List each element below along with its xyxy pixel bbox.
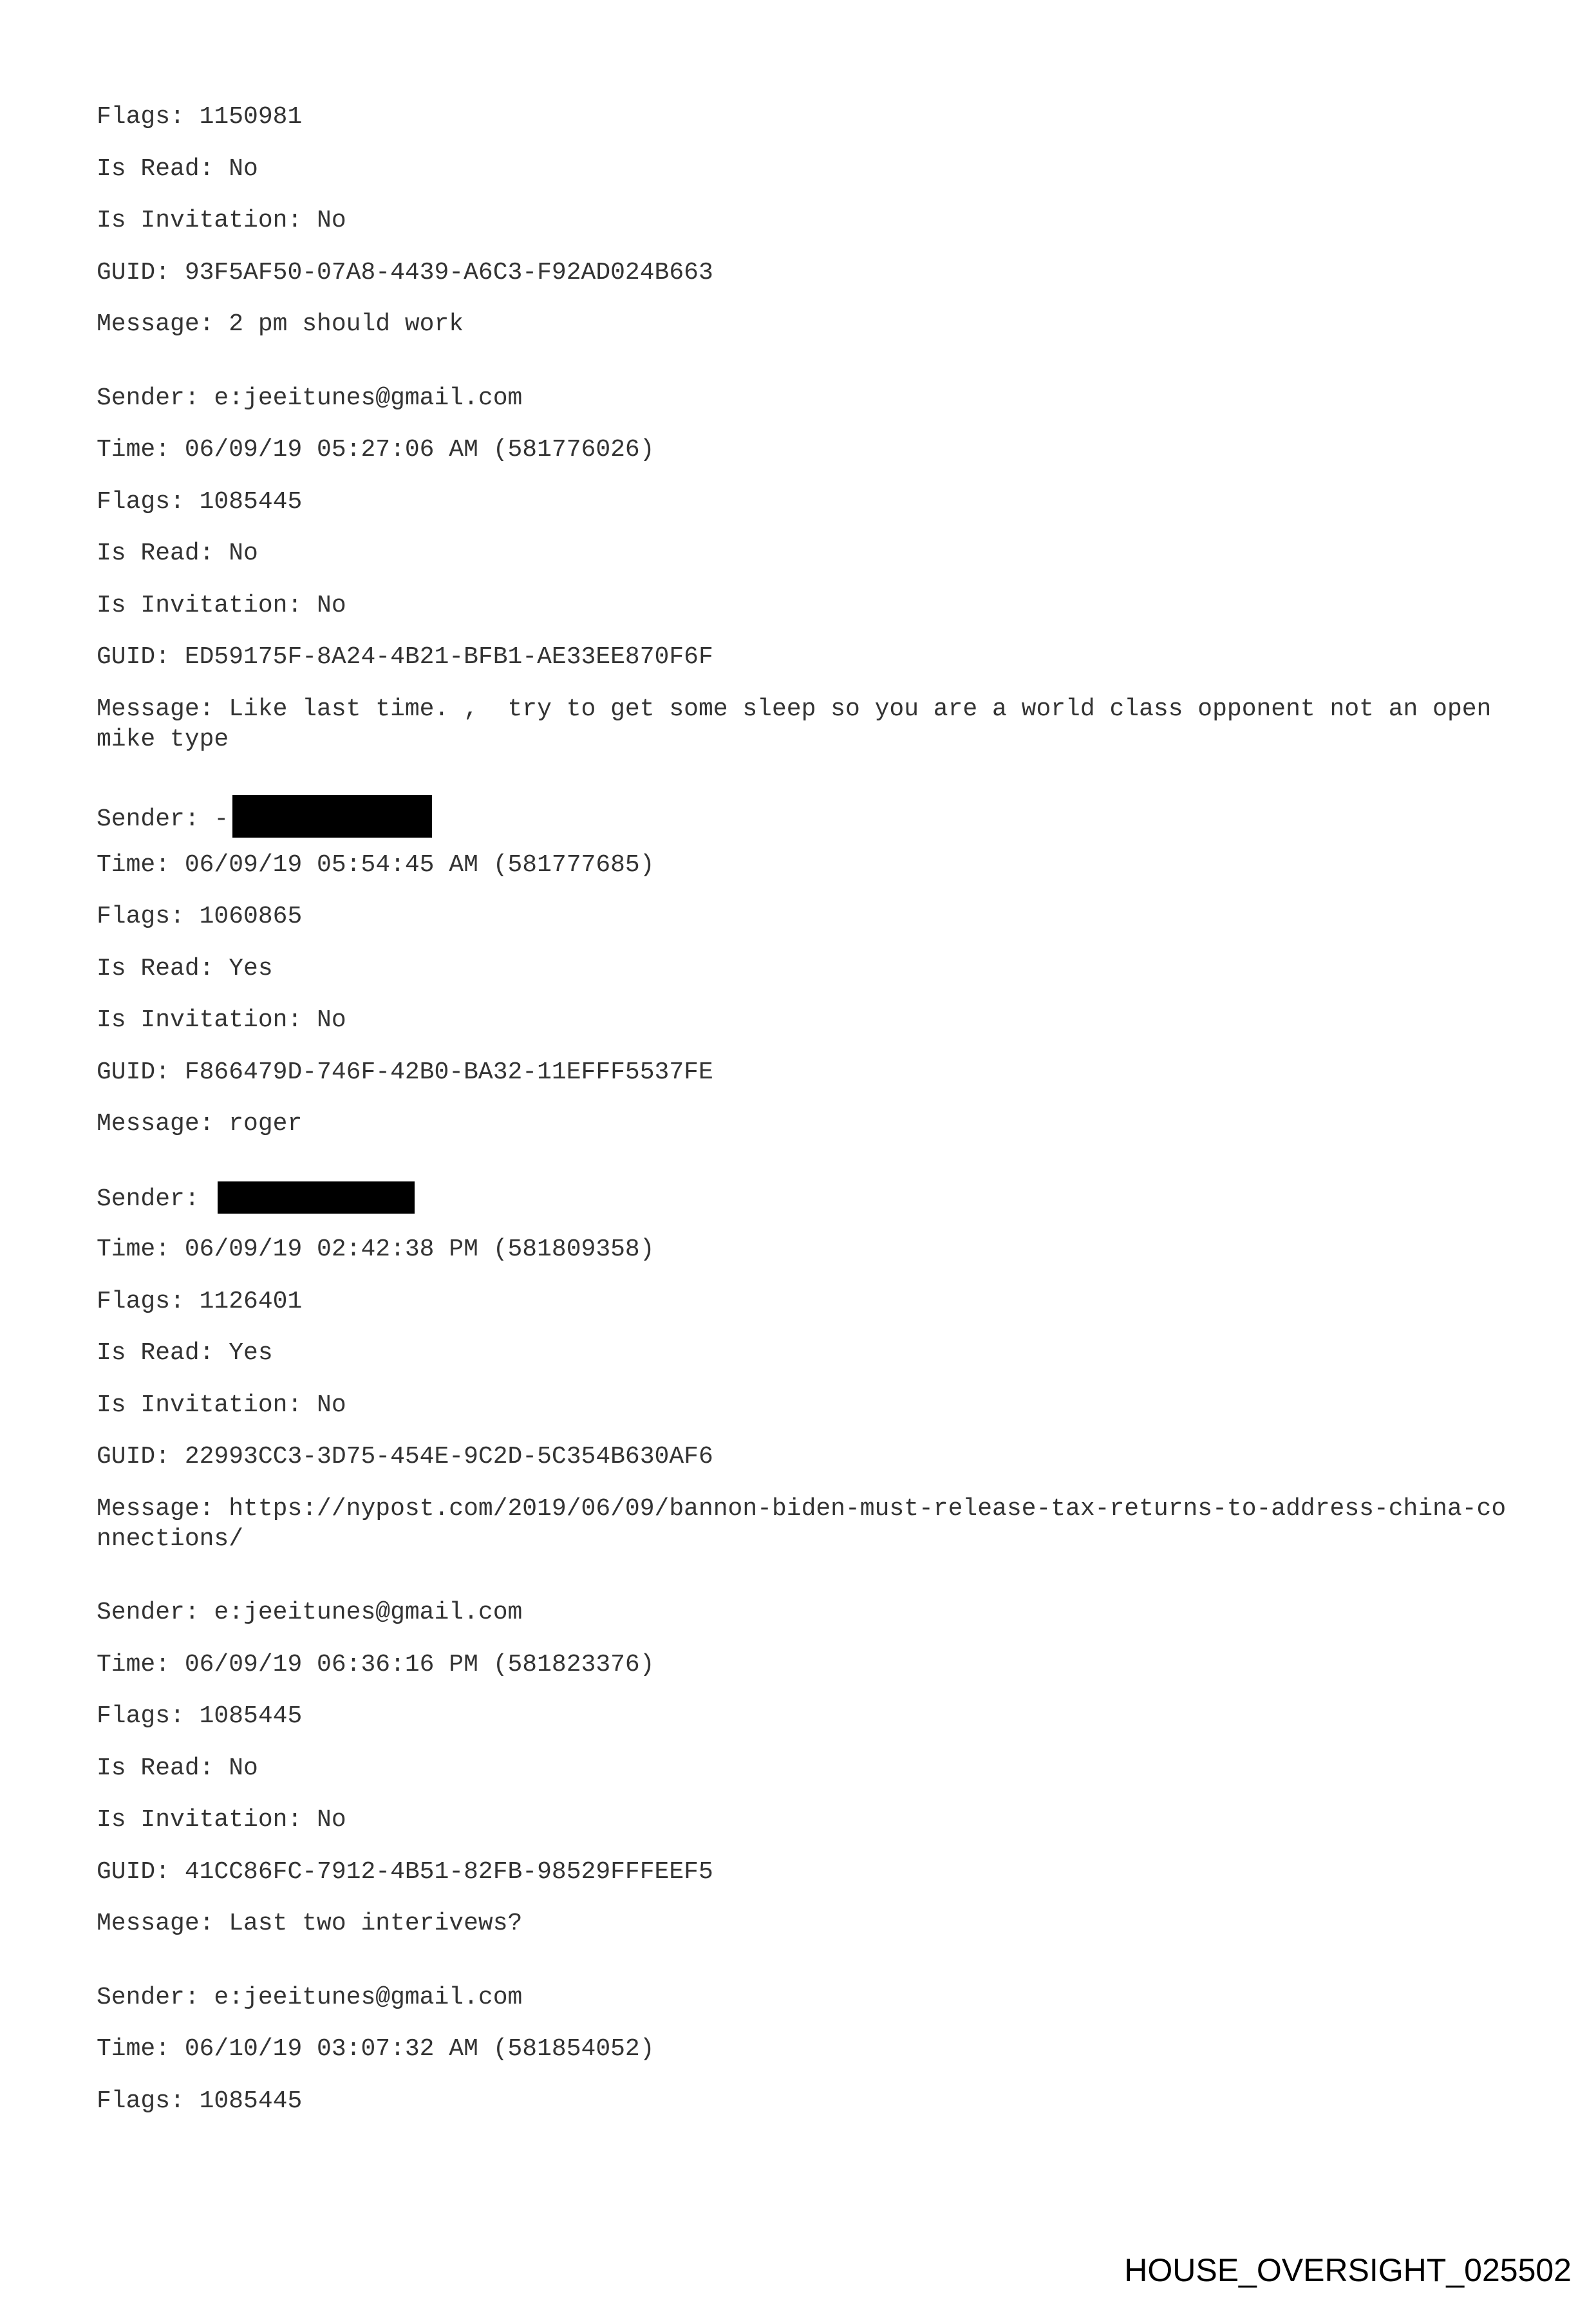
message-line: Message: https://nypost.com/2019/06/09/bannon-biden-must-release-tax-returns-to-address-china-connections/ <box>97 1494 1507 1553</box>
flags-line: Flags: 1085445 <box>97 1702 303 1730</box>
flags-line: Flags: 1150981 <box>97 103 303 131</box>
flags-line: Flags: 1060865 <box>97 903 303 930</box>
is-read-line: Is Read: Yes <box>97 1339 273 1367</box>
time-line: Time: 06/09/19 02:42:38 PM (581809358) <box>97 1236 655 1263</box>
is-read-line: Is Read: No <box>97 540 258 567</box>
is-invitation-line: Is Invitation: No <box>97 207 346 234</box>
message-line: Message: Last two interivews? <box>97 1910 523 1937</box>
document-page <box>97 102 1513 2138</box>
message-line: Message: Like last time. , try to get some sleep so you are a world class opponent not an open mike type <box>97 695 1507 753</box>
is-read-line: Is Read: No <box>97 155 258 183</box>
sender-line <box>97 1183 1513 1213</box>
bates-number: HOUSE_OVERSIGHT_025502 <box>1124 2252 1572 2288</box>
flags-line: Flags: 1126401 <box>97 1287 303 1315</box>
redaction-box <box>232 795 432 838</box>
guid-line: GUID: 22993CC3-3D75-454E-9C2D-5C354B630AF6 <box>97 1443 713 1471</box>
sender-label: Sender: - <box>97 805 229 834</box>
is-invitation-line: Is Invitation: No <box>97 1391 346 1419</box>
flags-line: Flags: 1085445 <box>97 487 303 516</box>
sender-line: Sender: e:jeeitunes@gmail.com <box>97 1599 523 1626</box>
message-line: Message: 2 pm should work <box>97 310 464 338</box>
flags-line: Flags: 1085445 <box>97 2087 303 2115</box>
sender-line: Sender: e:jeeitunes@gmail.com <box>97 384 523 412</box>
guid-line: GUID: 41CC86FC-7912-4B51-82FB-98529FFFEEF5 <box>97 1857 713 1886</box>
redaction-box <box>218 1181 415 1214</box>
guid-line: GUID: F866479D-746F-42B0-BA32-11EFFF5537FE <box>97 1058 713 1086</box>
message-line: Message: roger <box>97 1110 303 1138</box>
is-invitation-line: Is Invitation: No <box>97 1806 346 1834</box>
guid-line: GUID: 93F5AF50-07A8-4439-A6C3-F92AD024B663 <box>97 258 713 287</box>
time-line: Time: 06/09/19 05:54:45 AM (581777685) <box>97 851 655 879</box>
is-read-line: Is Read: Yes <box>97 954 273 982</box>
sender-label: Sender: <box>97 1185 200 1213</box>
time-line: Time: 06/10/19 03:07:32 AM (581854052) <box>97 2035 655 2063</box>
is-invitation-line: Is Invitation: No <box>97 591 346 619</box>
is-read-line: Is Read: No <box>97 1754 258 1782</box>
is-invitation-line: Is Invitation: No <box>97 1006 346 1034</box>
sender-line <box>97 798 1513 834</box>
guid-line: GUID: ED59175F-8A24-4B21-BFB1-AE33EE870F6F <box>97 643 713 671</box>
sender-line: Sender: e:jeeitunes@gmail.com <box>97 1983 523 2011</box>
time-line: Time: 06/09/19 05:27:06 AM (581776026) <box>97 436 655 464</box>
time-line: Time: 06/09/19 06:36:16 PM (581823376) <box>97 1650 655 1678</box>
